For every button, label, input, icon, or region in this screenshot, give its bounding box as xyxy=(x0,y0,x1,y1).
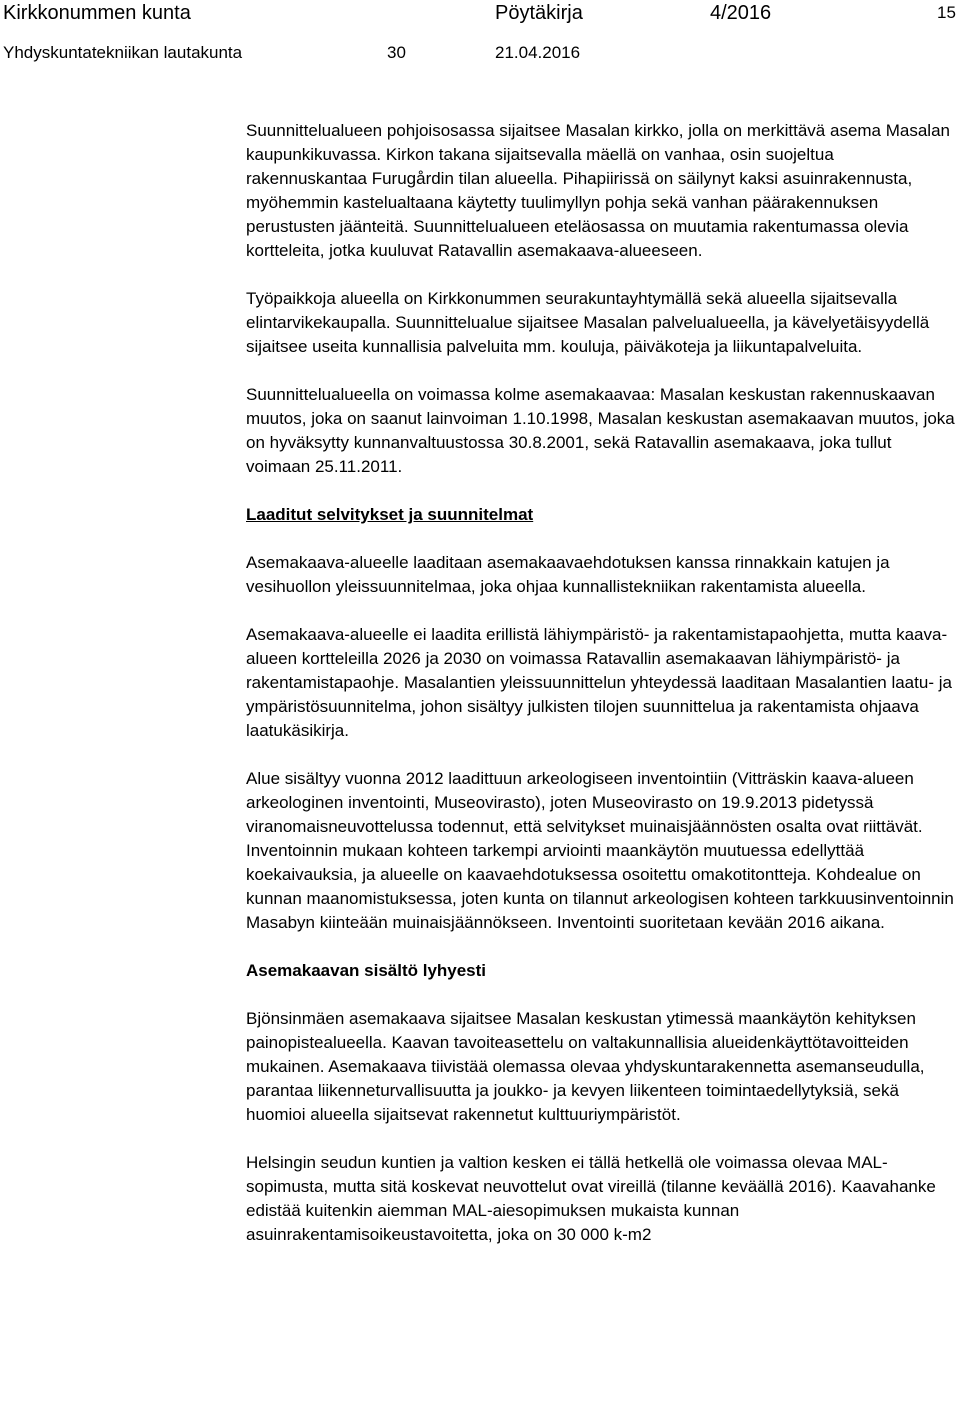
paragraph-building-guidelines: Asemakaava-alueelle ei laadita erillistä lähiympäristö- ja rakentamistapaohjetta, mutta kaava-alueen kortteleilla 2026 ja 2030 on voimassa Ratavallin asemakaavan lähiympäristö- ja rakentamistapaohje. Masalantien yleissuunnittelun yhteydessä laaditaan Masalantien laatu- ja ympäristösuunnitelma, johon sisältyy julkisten tilojen suunnittelua ja rakentamista ohjaava laatukäsikirja. xyxy=(246,625,952,740)
paragraph-plan-summary: Bjönsinmäen asemakaava sijaitsee Masalan keskustan ytimessä maankäytön kehityksen painopistealueella. Kaavan tavoiteasettelu on valtakunnallisia alueidenkäyttötavoitteiden mukainen. Asemakaava tiivistää olemassa olevaa yhdyskuntarakennetta asemanseudulla, parantaa liikenneturvallisuutta ja joukko- ja kevyen liikenteen toimintaedellytyksiä, sekä huomioi alueella sijaitsevat rakennetut kulttuuriympäristöt. xyxy=(246,1009,925,1124)
section-number: 30 xyxy=(387,43,406,62)
committee-name: Yhdyskuntatekniikan lautakunta xyxy=(3,43,243,62)
document-type: Pöytäkirja xyxy=(495,2,583,24)
page-number: 15 xyxy=(937,3,956,22)
section-heading-studies: Laaditut selvitykset ja suunnitelmat xyxy=(246,505,534,524)
paragraph-archaeology: Alue sisältyy vuonna 2012 laadittuun arkeologiseen inventointiin (Vitträskin kaava-alueen arkeologinen inventointi, Museovirasto), joten Museovirasto on 19.9.2013 pidetyssä viranomaisneuvottelussa todennut, että selvitykset muinaisjäännösten osalta ovat riittävät. Inventoinnin mukaan kohteen tarkempi arviointi maankäytön muutuessa edellyttää koekaivauksia, ja alueelle on kaavaehdotuksessa osoitettu omakotitontteja. Kohdealue on kunnan maanomistuksessa, joten kunta on tilannut arkeologisen kohteen tarkkuusinventoinnin Masabyn kiinteään muinaisjäännökseen. Inventointi suoritetaan kevään 2016 aikana. xyxy=(246,769,954,932)
paragraph-area-description: Suunnittelualueen pohjoisosassa sijaitsee Masalan kirkko, jolla on merkittävä asema Masalan kaupunkikuvassa. Kirkon takana sijaitsevalla mäellä on vanhaa, osin suojeltua rakennuskantaa Furugårdin tilan alueella. Pihapiirissä on säilynyt kaksi asuinrakennusta, myöhemmin kastelualtaana käytetty tuulimyllyn pohja sekä vanhan päärakennuksen perustusten jäänteitä. Suunnittelualueen eteläosassa on muutamia rakentumassa olevia kortteleita, jotka kuuluvat Ratavallin asemakaava-alueeseen. xyxy=(246,121,950,260)
paragraph-current-plans: Suunnittelualueella on voimassa kolme asemakaavaa: Masalan keskustan rakennuskaavan muutos, joka on saanut lainvoiman 1.10.1998, Masalan keskustan asemakaavan muutos, joka on hyväksytty kunnanvaltuustossa 30.8.2001, sekä Ratavallin asemakaava, joka tullut voimaan 25.11.2011. xyxy=(246,385,955,476)
paragraph-mal-agreement: Helsingin seudun kuntien ja valtion kesken ei tällä hetkellä ole voimassa olevaa MAL-sopimusta, mutta sitä koskevat neuvottelut ovat vireillä (tilanne keväällä 2016). Kaavahanke edistää kuitenkin aiemman MAL-aiesopimuksen mukaista kunnan asuinrakentamisoikeustavoitetta, joka on 30 000 k-m2 xyxy=(246,1153,936,1244)
paragraph-general-plan: Asemakaava-alueelle laaditaan asemakaavaehdotuksen kanssa rinnakkain katujen ja vesihuollon yleissuunnitelmaa, joka ohjaa kunnallistekniikan rakentamista alueella. xyxy=(246,553,890,596)
municipality-name: Kirkkonummen kunta xyxy=(3,2,191,24)
section-heading-plan-content: Asemakaavan sisältö lyhyesti xyxy=(246,961,487,980)
document-number: 4/2016 xyxy=(710,2,772,24)
meeting-date: 21.04.2016 xyxy=(495,43,581,62)
document-body xyxy=(246,119,958,1271)
paragraph-workplaces: Työpaikkoja alueella on Kirkkonummen seurakuntayhtymällä sekä alueella sijaitsevalla elintarvikekaupalla. Suunnittelualue sijaitsee Masalan palvelualueella, ja kävelyetäisyydellä sijaitsee useita kunnallisia palveluita mm. kouluja, päiväkoteja ja liikuntapalveluita. xyxy=(246,289,930,356)
